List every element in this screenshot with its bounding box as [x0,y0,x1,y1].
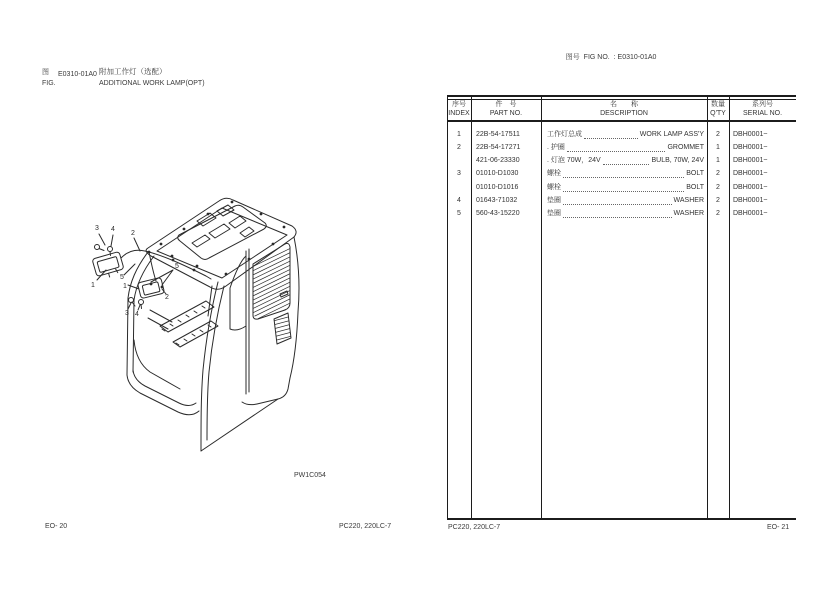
header-index-en: INDEX [448,110,470,117]
row-serial: DBH0001~ [733,197,768,204]
title-fig-cn: 图 [42,69,49,76]
row-desc-cn: 螺栓 [547,170,561,177]
row-description [547,182,704,194]
row-qty: 2 [716,131,720,138]
callout-number: 4 [135,311,139,318]
header-index-cn: 序号 [452,101,466,108]
row-qty: 2 [716,197,720,204]
row-serial: DBH0001~ [733,131,768,138]
row-serial: DBH0001~ [733,170,768,177]
row-description [547,142,704,154]
fig-no-line [558,44,656,71]
row-part-no: 560-43-15220 [476,210,520,217]
row-index: 5 [457,210,461,217]
row-index [447,155,471,167]
footer-left-page-no: EO- 20 [45,523,68,530]
callout-number: 4 [111,226,115,233]
row-desc-en: WASHER [673,197,704,204]
table-row [447,168,796,180]
table-row [447,195,796,207]
seat-rail-2 [173,321,218,347]
leader-dots [603,163,650,165]
roof-guard-panel [178,205,267,259]
row-desc-cn: 工作灯总成 [547,131,582,138]
leader-dots [584,137,638,139]
fig-no-label-cn: 图号 [565,54,580,61]
leader-dots [563,176,684,178]
row-description [547,155,704,167]
row-desc-cn: 螺栓 [547,184,561,191]
row-qty: 2 [716,170,720,177]
leader-dots [563,203,672,205]
row-index: 4 [457,197,461,204]
row-qty: 2 [716,210,720,217]
callout-number: 5 [120,274,124,281]
row-desc-en: WORK LAMP ASS'Y [639,131,704,138]
table-top-rule [447,95,796,97]
row-description [547,208,704,220]
callout-number: 5 [175,263,179,270]
row-desc-en: WASHER [673,210,704,217]
footer-right-model: PC220, 220LC-7 [448,524,501,531]
footer-right-page-no: EO- 21 [767,524,790,531]
title-cn: 附加工作灯（选配） [99,67,167,76]
row-desc-en: GROMMET [667,144,704,151]
row-serial: DBH0001~ [733,144,768,151]
drawing-code: PW1C054 [294,472,326,479]
row-index: 3 [457,170,461,177]
row-desc-en: BULB, 70W, 24V [651,157,704,164]
roof-guard-cutouts [192,205,254,247]
title-en: ADDITIONAL WORK LAMP(OPT) [99,80,205,87]
cab-bottom-right-edge [201,399,278,451]
row-description [547,168,704,180]
header-serial-cn: 系列号 [752,101,773,108]
table-row [447,182,796,194]
row-desc-cn: . 灯泡 70W，24V [547,157,601,164]
callout-number: 2 [165,294,169,301]
seat-rail-2-hatch [176,325,211,345]
row-desc-en: BOLT [686,170,704,177]
row-part-no: 421-06-23330 [476,157,520,164]
callout-number: 2 [131,230,135,237]
table-header-rule [447,120,796,122]
title-fig-en: FIG. [42,80,56,87]
row-description [547,129,704,141]
header-qty-cn: 数量 [711,101,725,108]
row-index: 1 [457,131,461,138]
leader-dots [563,216,672,218]
callout-number: 3 [125,310,129,317]
table-row [447,142,796,154]
row-part-no: 22B-54-17511 [476,131,520,138]
row-serial: DBH0001~ [733,184,768,191]
table-row [447,129,796,141]
row-index: 2 [457,144,461,151]
row-part-no: 01010-D1030 [476,170,519,177]
leader-dots [567,150,666,152]
row-part-no: 22B-54-17271 [476,144,521,151]
row-qty: 1 [716,157,720,164]
fig-no-label-en: FIG NO. [583,54,610,61]
header-part-en: PART NO. [489,110,523,117]
leader-dots [563,190,684,192]
fig-no-value: E0310-01A0 [617,54,657,61]
row-qty: 1 [716,144,720,151]
fig-no-separator: : [613,54,616,61]
row-serial: DBH0001~ [733,210,768,217]
door-window-frame [230,256,246,330]
table-row [447,155,796,167]
header-desc-en: DESCRIPTION [600,110,648,117]
seat-rail-1-hatch [162,306,205,331]
parts-table [447,95,796,520]
row-desc-en: BOLT [686,184,704,191]
header-serial-en: SERIAL NO. [742,110,783,117]
front-bottom-tube-inner [133,370,196,406]
row-index [447,182,471,194]
door-vent-frame [274,313,291,344]
callout-number: 3 [95,225,99,232]
row-part-no: 01643-71032 [476,197,518,204]
row-desc-cn: 垫圈 [547,210,561,217]
row-part-no: 01010-D1016 [476,184,519,191]
row-qty: 2 [716,184,720,191]
row-serial: DBH0001~ [733,157,768,164]
seat-rail-1 [160,301,214,332]
row-desc-cn: 垫圈 [547,197,561,204]
callout-number: 1 [123,283,127,290]
table-bottom-rule [447,518,796,520]
callout-number: 1 [91,282,95,289]
footer-left-model: PC220, 220LC-7 [339,523,392,530]
header-qty-en: Q'TY [710,110,726,117]
row-description [547,195,704,207]
title-fig-number: E0310-01A0 [58,71,97,78]
header-part-cn: 件 号 [495,101,517,108]
windshield-lower-frame [134,340,180,389]
work-lamp-2 [137,277,164,298]
header-desc-cn: 名 称 [610,101,638,108]
table-row [447,208,796,220]
row-desc-cn: . 护圈 [547,144,565,151]
